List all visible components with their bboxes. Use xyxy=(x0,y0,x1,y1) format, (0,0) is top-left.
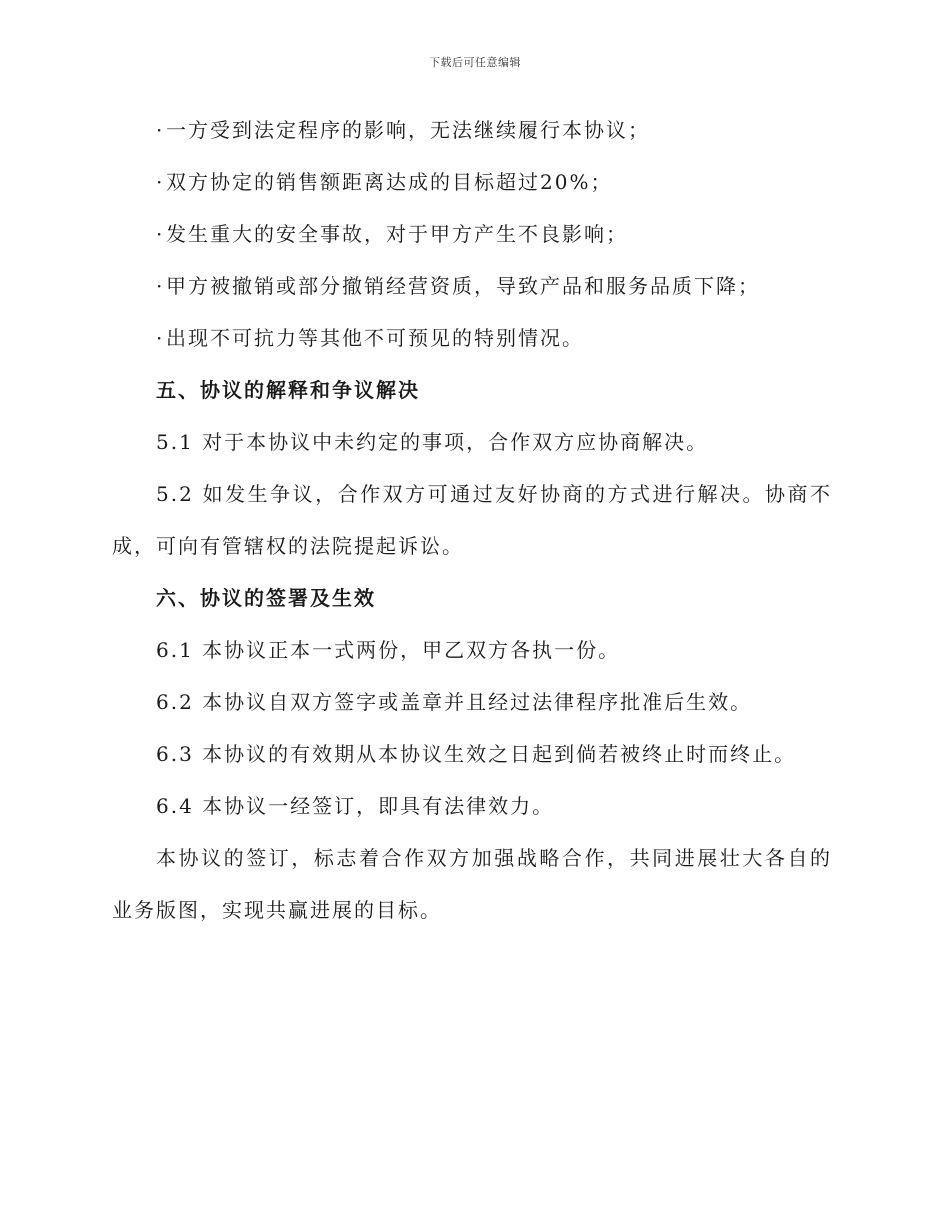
clause-6-3: 6.3 本协议的有效期从本协议生效之日起到倘若被终止时而终止。 xyxy=(156,742,797,766)
list-item-text: 出现不可抗力等其他不可预见的特别情况。 xyxy=(166,326,584,350)
list-item xyxy=(112,104,832,156)
clause-6-2: 6.2 本协议自双方签字或盖章并且经过法律程序批准后生效。 xyxy=(156,690,753,714)
section-heading-6: 六、协议的签署及生效 xyxy=(156,586,376,610)
list-item-text: 发生重大的安全事故，对于甲方产生不良影响； xyxy=(166,222,628,246)
document-body xyxy=(112,104,832,936)
list-item-text: 一方受到法定程序的影响，无法继续履行本协议； xyxy=(166,118,650,142)
list-item xyxy=(112,312,832,364)
clause-6-1: 6.1 本协议正本一式两份，甲乙双方各执一份。 xyxy=(156,638,621,662)
bullet-dot: · xyxy=(156,118,165,142)
section-heading-5: 五、协议的解释和争议解决 xyxy=(156,378,420,402)
header-note: 下载后可任意编辑 xyxy=(429,56,521,69)
list-item-text: 甲方被撤销或部分撤销经营资质，导致产品和服务品质下降； xyxy=(166,274,760,298)
closing-paragraph: 本协议的签订，标志着合作双方加强战略合作，共同进展壮大各自的业务版图，实现共赢进展的目标。 xyxy=(112,846,832,922)
bullet-dot: · xyxy=(156,274,165,298)
list-item-text: 双方协定的销售额距离达成的目标超过20%； xyxy=(166,170,613,194)
bullet-dot: · xyxy=(156,170,165,194)
list-item xyxy=(112,156,832,208)
clause-6-4: 6.4 本协议一经签订，即具有法律效力。 xyxy=(156,794,555,818)
clause-5-1: 5.1 对于本协议中未约定的事项，合作双方应协商解决。 xyxy=(156,430,709,454)
bullet-dot: · xyxy=(156,222,165,246)
bullet-dot: · xyxy=(156,326,165,350)
list-item xyxy=(112,208,832,260)
clause-5-2: 5.2 如发生争议，合作双方可通过友好协商的方式进行解决。协商不成，可向有管辖权的法院提起诉讼。 xyxy=(112,482,832,558)
list-item xyxy=(112,260,832,312)
